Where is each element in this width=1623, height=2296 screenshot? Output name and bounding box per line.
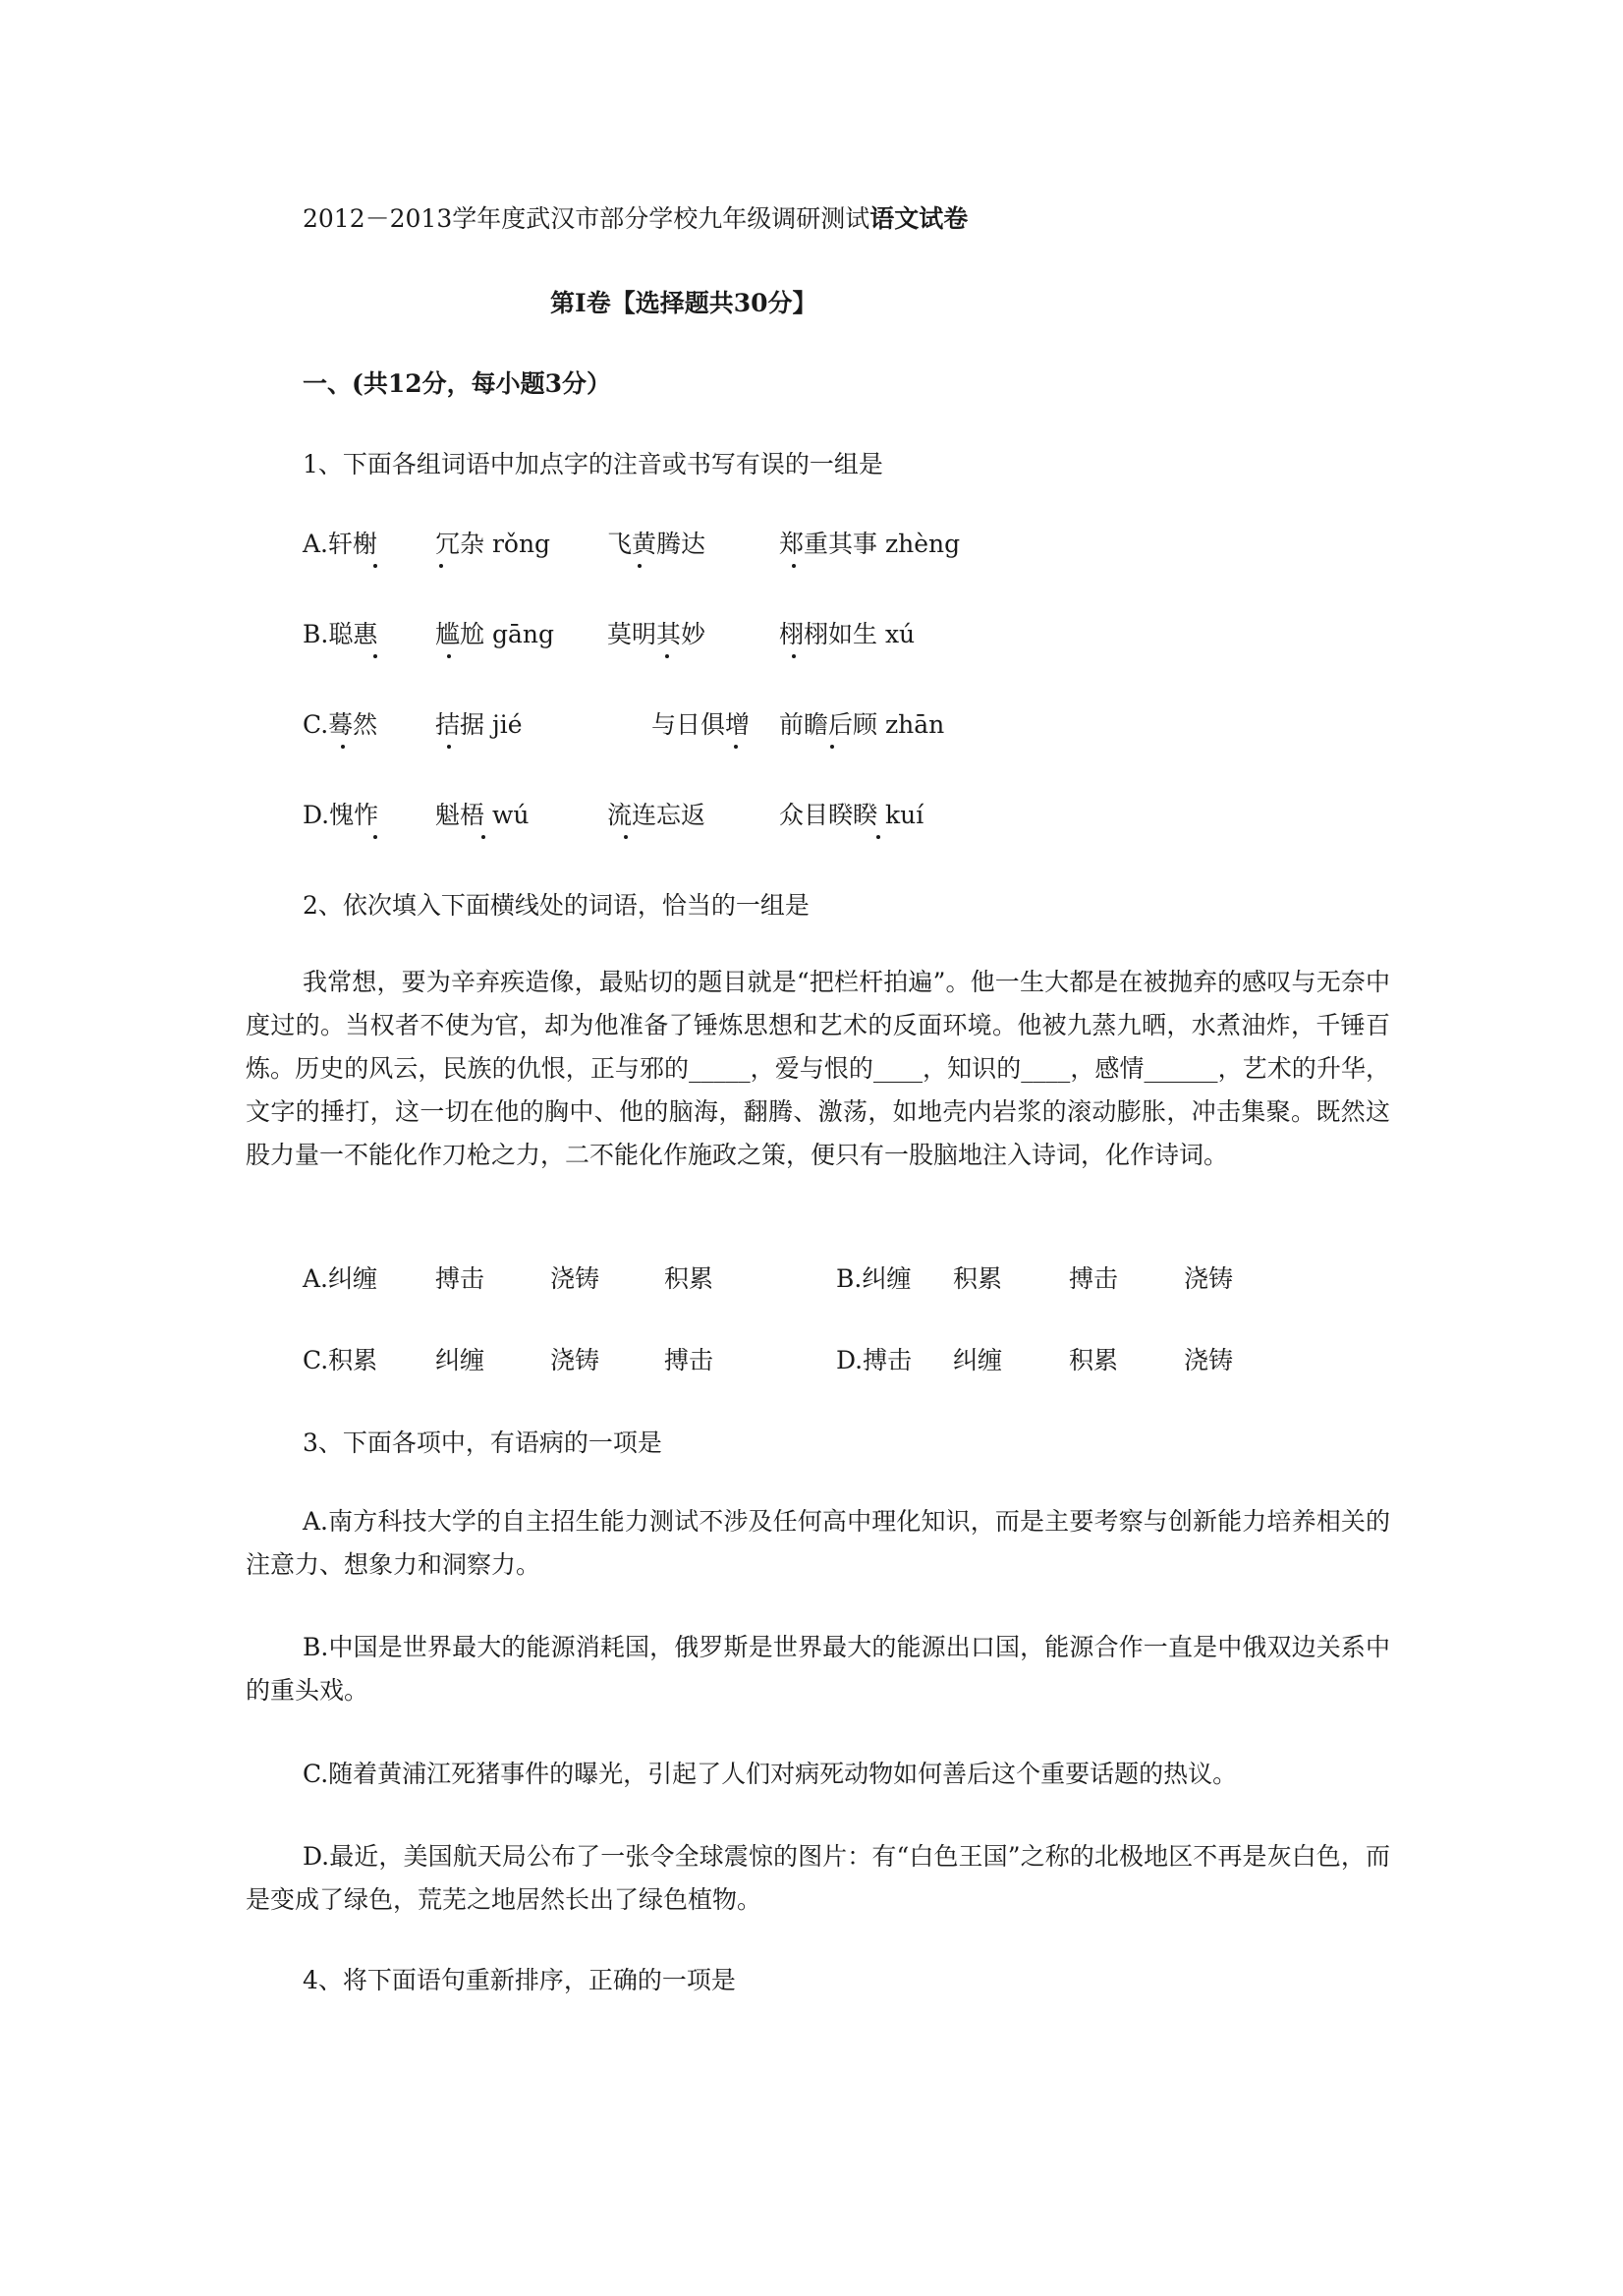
option-word: 浇铸 xyxy=(550,1346,600,1374)
emphasis-dot xyxy=(792,564,796,568)
option-word: 浇铸 xyxy=(1184,1346,1234,1374)
option-word: C.蓦然 xyxy=(303,710,378,739)
option-word: D.搏击 xyxy=(836,1346,913,1374)
option-word: 魁梧 wú xyxy=(435,801,530,829)
volume-title: 第Ⅰ卷【选择题共30分】 xyxy=(550,289,817,317)
option-word: B.纠缠 xyxy=(836,1264,912,1293)
option-word: 纠缠 xyxy=(435,1346,485,1374)
emphasis-dot xyxy=(373,564,377,568)
question-2-passage: 我常想，要为辛弃疾造像，最贴切的题目就是“把栏杆拍遍”。他一生大都是在被抛弃的感叹与无奈中度过的。当权者不使为官，却为他准备了锤炼思想和艺术的反面环境。他被九蒸九晒，水煮油炸，千锤百炼。历史的风云，民族的仇恨，正与邪的_____，爱与恨的____，知识的____，感情______，艺术的升华，文字的捶打，这一切在他的胸中、他的脑海，翻腾、激荡，如地壳内岩浆的滚动膨胀，冲击集聚。既然这股力量一不能化作刀枪之力，二不能化作施政之策，便只有一股脑地注入诗词，化作诗词。 xyxy=(246,968,1390,1169)
emphasis-dot xyxy=(638,564,642,568)
option-word: 栩栩如生 xú xyxy=(779,620,916,648)
option-word: 搏击 xyxy=(664,1346,714,1374)
option-word: 尴尬 gāng xyxy=(435,620,554,648)
option-word: 纠缠 xyxy=(953,1346,1003,1374)
option-word: 莫明其妙 xyxy=(607,620,706,648)
option-word: 浇铸 xyxy=(1184,1264,1234,1293)
option-word: 前瞻后顾 zhān xyxy=(779,710,945,739)
option-word: 与日俱增 xyxy=(651,710,751,739)
option-word: 积累 xyxy=(664,1264,714,1293)
option-word: B.聪惠 xyxy=(303,620,378,648)
option-word: A.纠缠 xyxy=(303,1264,378,1293)
question-3-stem: 3、下面各项中，有语病的一项是 xyxy=(303,1428,662,1457)
question-2-options-row-2 xyxy=(303,1344,1580,1377)
emphasis-dot xyxy=(624,835,628,839)
emphasis-dot xyxy=(447,745,451,749)
emphasis-dot xyxy=(373,835,377,839)
emphasis-dot xyxy=(734,745,738,749)
question-1-option-d xyxy=(303,799,1580,832)
exam-title xyxy=(303,202,968,236)
emphasis-dot xyxy=(481,835,485,839)
option-word: 积累 xyxy=(953,1264,1003,1293)
option-word: 众目睽睽 kuí xyxy=(779,801,924,829)
option-word: 积累 xyxy=(1069,1346,1119,1374)
question-3-option-d: D.最近，美国航天局公布了一张令全球震惊的图片：有“白色王国”之称的北极地区不再是灰白色，而是变成了绿色，荒芜之地居然长出了绿色植物。 xyxy=(246,1842,1390,1914)
question-2-stem: 2、依次填入下面横线处的词语，恰当的一组是 xyxy=(303,891,810,920)
option-word: 搏击 xyxy=(435,1264,485,1293)
emphasis-dot xyxy=(447,654,451,658)
option-word: 郑重其事 zhèng xyxy=(779,530,961,558)
option-word: 流连忘返 xyxy=(607,801,706,829)
exam-title-subject: 语文试卷 xyxy=(869,204,969,233)
question-3-option-b: B.中国是世界最大的能源消耗国，俄罗斯是世界最大的能源出口国，能源合作一直是中俄双边关系中的重头戏。 xyxy=(246,1633,1390,1705)
option-word: D.愧怍 xyxy=(303,801,379,829)
question-1-option-b xyxy=(303,618,1580,651)
option-word: 拮据 jié xyxy=(435,710,523,739)
option-word: 搏击 xyxy=(1069,1264,1119,1293)
exam-title-main: 2012－2013学年度武汉市部分学校九年级调研测试 xyxy=(303,204,870,233)
question-3-option-c: C.随着黄浦江死猪事件的曝光，引起了人们对病死动物如何善后这个重要话题的热议。 xyxy=(303,1760,1238,1788)
question-1-option-a: A.轩榭 冗杂 rǒng 飞黄腾达 郑重其事 zhèng xyxy=(303,528,1580,561)
section-heading: 一、(共12分，每小题3分） xyxy=(303,369,612,398)
option-word: 飞黄腾达 xyxy=(607,530,706,558)
option-word: 浇铸 xyxy=(550,1264,600,1293)
emphasis-dot xyxy=(341,745,345,749)
emphasis-dot xyxy=(439,564,443,568)
question-4-stem: 4、将下面语句重新排序，正确的一项是 xyxy=(303,1966,736,1994)
question-2-options-row-1 xyxy=(303,1262,1580,1296)
question-1-option-c xyxy=(303,708,1580,742)
question-1-stem: 1、下面各组词语中加点字的注音或书写有误的一组是 xyxy=(303,450,883,478)
option-word: C.积累 xyxy=(303,1346,378,1374)
emphasis-dot xyxy=(876,835,880,839)
option-word: 冗杂 rǒng xyxy=(435,530,551,558)
emphasis-dot xyxy=(830,745,834,749)
emphasis-dot xyxy=(792,654,796,658)
emphasis-dot xyxy=(665,654,669,658)
question-3-option-a: A.南方科技大学的自主招生能力测试不涉及任何高中理化知识，而是主要考察与创新能力培养相关的注意力、想象力和洞察力。 xyxy=(246,1507,1390,1579)
emphasis-dot xyxy=(373,654,377,658)
